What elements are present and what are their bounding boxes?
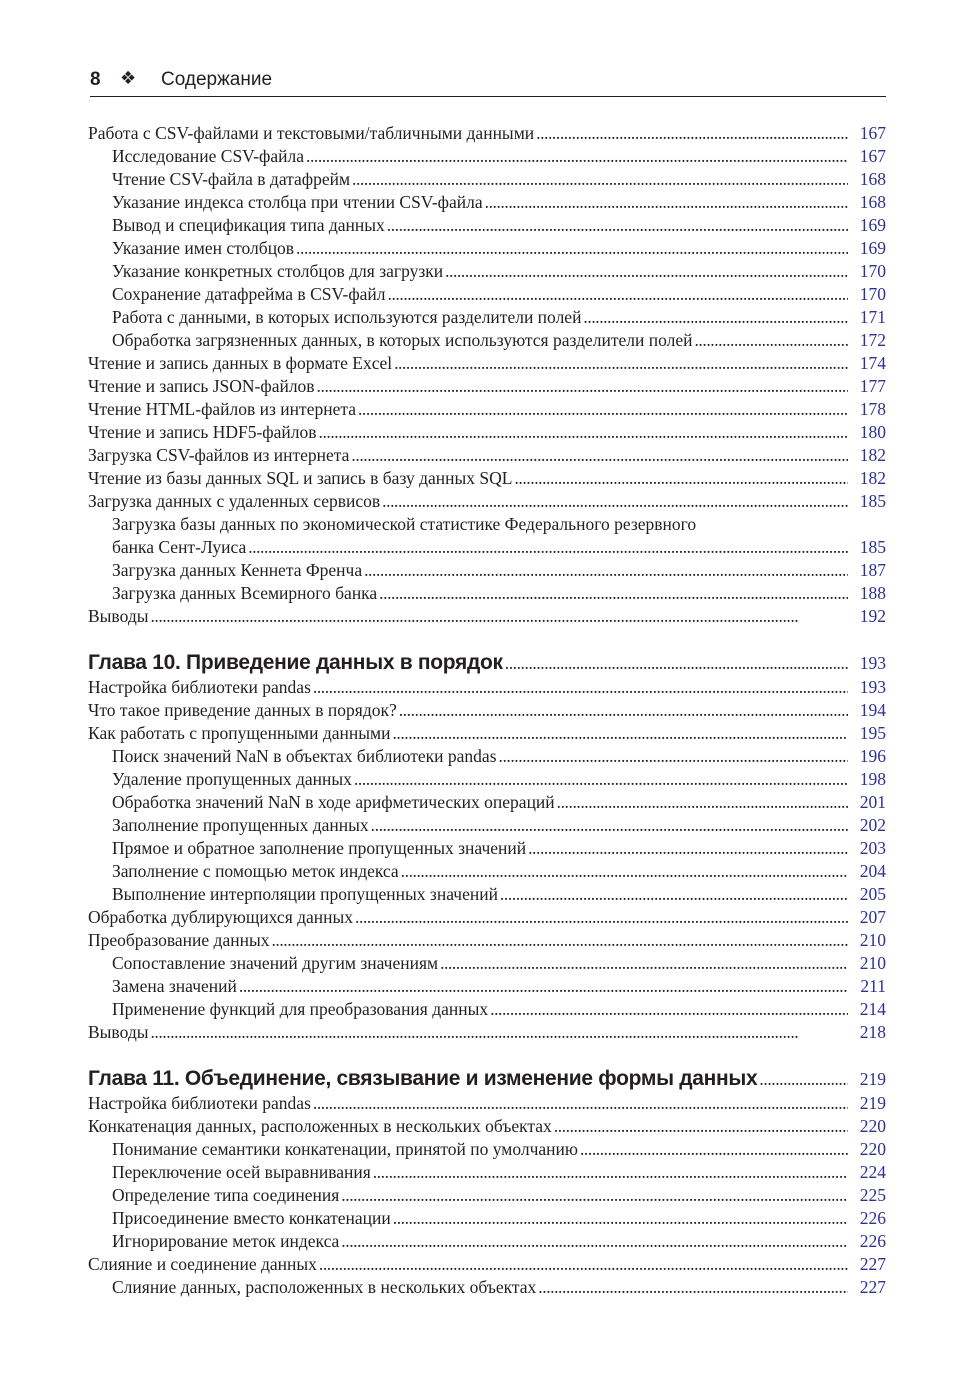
entry-title-text: Указание имен столбцов bbox=[112, 238, 295, 258]
toc-entry[interactable] bbox=[112, 260, 886, 283]
entry-title-text: Удаление пропущенных данных bbox=[112, 769, 352, 789]
entry-page-number: 195 bbox=[850, 722, 886, 745]
entry-page-number: 220 bbox=[850, 1115, 886, 1138]
entry-title-text: Применение функций для преобразования данных bbox=[112, 999, 489, 1019]
entry-title bbox=[112, 791, 848, 814]
entry-page-number: 214 bbox=[850, 998, 886, 1021]
toc-entry[interactable] bbox=[88, 929, 886, 952]
entry-title bbox=[88, 1092, 848, 1115]
entry-title-text: Понимание семантики конкатенации, принятой по умолчанию bbox=[112, 1139, 578, 1159]
toc-entry[interactable] bbox=[112, 237, 886, 260]
entry-page-number: 196 bbox=[850, 745, 886, 768]
entry-page-number: 220 bbox=[850, 1138, 886, 1161]
running-header bbox=[90, 66, 886, 97]
entry-title-text: Выполнение интерполяции пропущенных значений bbox=[112, 884, 498, 904]
entry-title-text: Работа с CSV-файлами и текстовыми/табличными данными bbox=[88, 123, 535, 143]
toc-entry[interactable] bbox=[112, 329, 886, 352]
toc-entry[interactable] bbox=[112, 536, 886, 559]
entry-title-text: Вывод и спецификация типа данных bbox=[112, 215, 385, 235]
entry-title bbox=[112, 536, 848, 559]
entry-page-number: 203 bbox=[850, 837, 886, 860]
entry-title bbox=[88, 699, 848, 722]
entry-page-number: 187 bbox=[850, 559, 886, 582]
entry-page-number: 182 bbox=[850, 467, 886, 490]
entry-title bbox=[112, 1207, 848, 1230]
entry-title bbox=[88, 421, 848, 444]
entry-title-text: Глава 11. Объединение, связывание и изменение формы данных bbox=[88, 1067, 758, 1090]
entry-title bbox=[112, 191, 848, 214]
toc-entry[interactable] bbox=[112, 306, 886, 329]
entry-title-text: Указание индекса столбца при чтении CSV-файла bbox=[112, 192, 483, 212]
entry-title-text: Чтение из базы данных SQL и запись в базу данных SQL bbox=[88, 468, 513, 488]
entry-page-number: 226 bbox=[850, 1230, 886, 1253]
entry-title bbox=[88, 398, 848, 421]
entry-page-number: 167 bbox=[850, 122, 886, 145]
header-title: Содержание bbox=[161, 69, 273, 90]
entry-title bbox=[112, 1276, 848, 1299]
header-page-number: 8 bbox=[90, 69, 101, 90]
entry-page-number: 225 bbox=[850, 1184, 886, 1207]
toc-entry[interactable] bbox=[112, 1276, 886, 1299]
entry-page-number: 168 bbox=[850, 191, 886, 214]
entry-page-number: 211 bbox=[850, 975, 886, 998]
entry-title bbox=[88, 490, 848, 513]
entry-title-text: Заполнение с помощью меток индекса bbox=[112, 861, 399, 881]
toc-entry[interactable] bbox=[112, 768, 886, 791]
entry-title bbox=[88, 605, 848, 628]
entry-title bbox=[112, 975, 848, 998]
entry-title-text: Настройка библиотеки pandas bbox=[88, 1093, 311, 1113]
entry-title bbox=[112, 952, 848, 975]
toc-entry[interactable] bbox=[88, 467, 886, 490]
entry-title-text: Заполнение пропущенных данных bbox=[112, 815, 369, 835]
toc-entry[interactable] bbox=[88, 722, 886, 745]
toc-entry[interactable] bbox=[88, 398, 886, 421]
entry-title bbox=[112, 837, 848, 860]
ornament-icon: ❖ bbox=[120, 68, 137, 88]
entry-title-text: Загрузка данных Кеннета Френча bbox=[112, 560, 363, 580]
table-of-contents bbox=[88, 122, 886, 1299]
toc-entry[interactable] bbox=[88, 1253, 886, 1276]
entry-title-text: Чтение и запись HDF5-файлов bbox=[88, 422, 317, 442]
entry-page-number: 227 bbox=[850, 1253, 886, 1276]
entry-title-text: Обработка значений NaN в ходе арифметических операций bbox=[112, 792, 555, 812]
toc-entry[interactable] bbox=[88, 676, 886, 699]
entry-title bbox=[112, 559, 848, 582]
toc-entry[interactable] bbox=[88, 1115, 886, 1138]
entry-title bbox=[112, 513, 886, 536]
entry-title bbox=[112, 860, 848, 883]
toc-entry[interactable] bbox=[112, 191, 886, 214]
entry-page-number: 178 bbox=[850, 398, 886, 421]
toc-entry[interactable] bbox=[112, 998, 886, 1021]
toc-entry[interactable] bbox=[112, 214, 886, 237]
toc-entry[interactable] bbox=[112, 952, 886, 975]
entry-title-text: Присоединение вместо конкатенации bbox=[112, 1208, 391, 1228]
entry-page-number: 224 bbox=[850, 1161, 886, 1184]
toc-entry[interactable] bbox=[112, 283, 886, 306]
chapter-entry[interactable] bbox=[88, 650, 886, 676]
entry-page-number: 168 bbox=[850, 168, 886, 191]
toc-entry[interactable] bbox=[112, 1207, 886, 1230]
entry-title bbox=[112, 745, 848, 768]
entry-page-number: 185 bbox=[850, 536, 886, 559]
entry-title bbox=[112, 883, 848, 906]
entry-title-text: Чтение HTML-файлов из интернета bbox=[88, 399, 356, 419]
entry-page-number: 201 bbox=[850, 791, 886, 814]
entry-title bbox=[88, 1253, 848, 1276]
entry-page-number: 226 bbox=[850, 1207, 886, 1230]
entry-page-number: 210 bbox=[850, 929, 886, 952]
entry-title-text: Обработка загрязненных данных, в которых используются разделители полей bbox=[112, 330, 693, 350]
entry-title bbox=[112, 998, 848, 1021]
entry-title bbox=[88, 1021, 848, 1044]
entry-title-text: Переключение осей выравнивания bbox=[112, 1162, 371, 1182]
entry-title-text: банка Сент-Луиса bbox=[112, 537, 247, 557]
toc-entry[interactable] bbox=[112, 791, 886, 814]
entry-page-number: 172 bbox=[850, 329, 886, 352]
entry-page-number: 180 bbox=[850, 421, 886, 444]
entry-title bbox=[112, 306, 848, 329]
entry-title bbox=[112, 237, 848, 260]
toc-entry[interactable] bbox=[112, 814, 886, 837]
entry-title bbox=[88, 906, 848, 929]
entry-title-text: Загрузка CSV-файлов из интернета bbox=[88, 445, 350, 465]
entry-page-number: 192 bbox=[850, 605, 886, 628]
toc-entry[interactable] bbox=[88, 906, 886, 929]
entry-title-text: Поиск значений NaN в объектах библиотеки pandas bbox=[112, 746, 497, 766]
entry-title bbox=[112, 1161, 848, 1184]
entry-page-number: 198 bbox=[850, 768, 886, 791]
toc-entry[interactable] bbox=[112, 745, 886, 768]
entry-page-number: 204 bbox=[850, 860, 886, 883]
entry-title bbox=[88, 375, 848, 398]
entry-title-text: Преобразование данных bbox=[88, 930, 270, 950]
toc-entry[interactable] bbox=[112, 975, 886, 998]
toc-entry[interactable] bbox=[88, 122, 886, 145]
entry-page-number: 182 bbox=[850, 444, 886, 467]
entry-title-text: Чтение и запись JSON-файлов bbox=[88, 376, 315, 396]
entry-title bbox=[112, 329, 848, 352]
entry-title bbox=[112, 814, 848, 837]
entry-title bbox=[88, 444, 848, 467]
toc-entry[interactable] bbox=[112, 883, 886, 906]
entry-title bbox=[112, 768, 848, 791]
toc-entry[interactable] bbox=[88, 605, 886, 628]
entry-page-number: 170 bbox=[850, 283, 886, 306]
entry-page-number: 188 bbox=[850, 582, 886, 605]
entry-title-text: Указание конкретных столбцов для загрузки bbox=[112, 261, 444, 281]
entry-title-text: Обработка дублирующихся данных bbox=[88, 907, 354, 927]
toc-entry[interactable] bbox=[112, 1138, 886, 1161]
entry-page-number: 207 bbox=[850, 906, 886, 929]
entry-title bbox=[88, 929, 848, 952]
entry-title bbox=[112, 1230, 848, 1253]
entry-page-number: 171 bbox=[850, 306, 886, 329]
entry-title-text: Чтение и запись данных в формате Excel bbox=[88, 353, 393, 373]
entry-title-text: Загрузка данных с удаленных сервисов bbox=[88, 491, 381, 511]
toc-entry[interactable] bbox=[112, 168, 886, 191]
entry-page-number: 193 bbox=[850, 650, 886, 676]
entry-page-number: 177 bbox=[850, 375, 886, 398]
entry-title-text: Чтение CSV-файла в датафрейм bbox=[112, 169, 351, 189]
entry-page-number: 174 bbox=[850, 352, 886, 375]
entry-title-text: Прямое и обратное заполнение пропущенных значений bbox=[112, 838, 527, 858]
entry-page-number: 169 bbox=[850, 214, 886, 237]
toc-entry[interactable] bbox=[88, 1021, 886, 1044]
toc-entry[interactable] bbox=[112, 513, 886, 536]
entry-title bbox=[112, 1184, 848, 1207]
entry-title-text: Что такое приведение данных в порядок? bbox=[88, 700, 397, 720]
entry-title-text: Выводы bbox=[88, 1022, 149, 1042]
entry-page-number: 205 bbox=[850, 883, 886, 906]
entry-title-text: Загрузка данных Всемирного банка bbox=[112, 583, 378, 603]
entry-title-text: Исследование CSV-файла bbox=[112, 146, 305, 166]
toc-entry[interactable] bbox=[112, 1184, 886, 1207]
entry-page-number: 193 bbox=[850, 676, 886, 699]
entry-page-number: 170 bbox=[850, 260, 886, 283]
entry-page-number: 169 bbox=[850, 237, 886, 260]
entry-page-number: 218 bbox=[850, 1021, 886, 1044]
chapter-entry[interactable] bbox=[88, 1066, 886, 1092]
toc-entry[interactable] bbox=[112, 559, 886, 582]
toc-entry[interactable] bbox=[88, 421, 886, 444]
entry-page-number: 219 bbox=[850, 1066, 886, 1092]
entry-title bbox=[112, 260, 848, 283]
toc-entry[interactable] bbox=[88, 444, 886, 467]
entry-title bbox=[88, 650, 848, 676]
entry-title bbox=[88, 122, 848, 145]
toc-entry[interactable] bbox=[88, 699, 886, 722]
entry-title bbox=[112, 214, 848, 237]
entry-title bbox=[88, 1115, 848, 1138]
entry-title bbox=[112, 145, 848, 168]
toc-entry[interactable] bbox=[112, 1230, 886, 1253]
entry-title bbox=[112, 582, 848, 605]
entry-page-number: 202 bbox=[850, 814, 886, 837]
entry-page-number: 219 bbox=[850, 1092, 886, 1115]
toc-entry[interactable] bbox=[112, 582, 886, 605]
entry-page-number: 167 bbox=[850, 145, 886, 168]
entry-title bbox=[88, 676, 848, 699]
toc-entry[interactable] bbox=[88, 1092, 886, 1115]
entry-title-text: Глава 10. Приведение данных в порядок bbox=[88, 651, 503, 674]
entry-page-number: 194 bbox=[850, 699, 886, 722]
entry-title-text: Сопоставление значений другим значениям bbox=[112, 953, 439, 973]
entry-title-text: Определение типа соединения bbox=[112, 1185, 340, 1205]
entry-title-text: Слияние и соединение данных bbox=[88, 1254, 317, 1274]
toc-entry[interactable] bbox=[112, 145, 886, 168]
entry-title-text: Игнорирование меток индекса bbox=[112, 1231, 340, 1251]
toc-entry[interactable] bbox=[88, 375, 886, 398]
entry-title bbox=[112, 283, 848, 306]
entry-title-text: Сохранение датафрейма в CSV-файл bbox=[112, 284, 386, 304]
toc-entry[interactable] bbox=[112, 860, 886, 883]
entry-title bbox=[112, 168, 848, 191]
entry-title-text: Конкатенация данных, расположенных в нескольких объектах bbox=[88, 1116, 552, 1136]
entry-title bbox=[88, 722, 848, 745]
toc-entry[interactable] bbox=[88, 490, 886, 513]
entry-page-number: 210 bbox=[850, 952, 886, 975]
entry-title bbox=[88, 467, 848, 490]
entry-title-text: Как работать с пропущенными данными bbox=[88, 723, 391, 743]
entry-title-text: Слияние данных, расположенных в нескольких объектах bbox=[112, 1277, 537, 1297]
entry-title-text: Загрузка базы данных по экономической статистике Федерального резервного bbox=[112, 514, 697, 534]
entry-page-number: 227 bbox=[850, 1276, 886, 1299]
entry-title-text: Настройка библиотеки pandas bbox=[88, 677, 311, 697]
entry-title-text: Замена значений bbox=[112, 976, 237, 996]
toc-entry[interactable] bbox=[88, 352, 886, 375]
entry-title-text: Выводы bbox=[88, 606, 149, 626]
entry-page-number: 185 bbox=[850, 490, 886, 513]
entry-title bbox=[112, 1138, 848, 1161]
entry-title bbox=[88, 1066, 848, 1092]
toc-entry[interactable] bbox=[112, 837, 886, 860]
entry-title bbox=[88, 352, 848, 375]
entry-title-text: Работа с данными, в которых используются разделители полей bbox=[112, 307, 582, 327]
toc-entry[interactable] bbox=[112, 1161, 886, 1184]
